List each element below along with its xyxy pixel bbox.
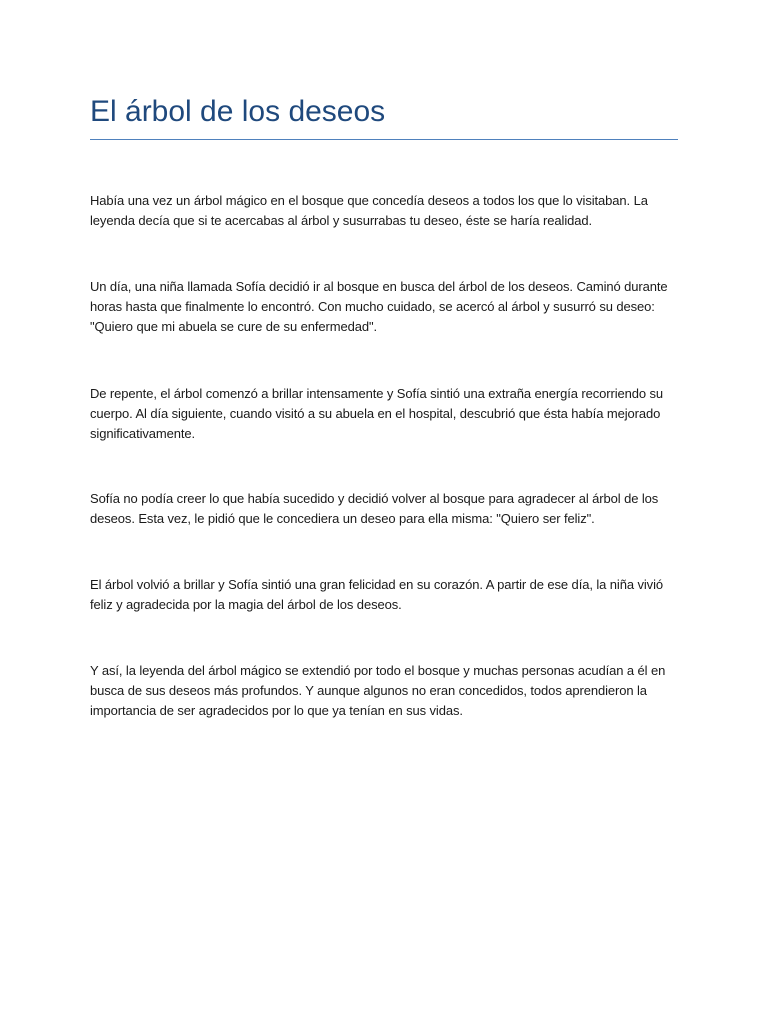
document-title: El árbol de los deseos [90,95,386,128]
story-paragraph-3: De repente, el árbol comenzó a brillar intensamente y Sofía sintió una extraña energía recorriendo su cuerpo. Al día siguiente, cuando visitó a su abuela en el hospital, descubrió que ésta había mejorado significativamente. [90,386,664,441]
title-underline-rule [90,139,678,140]
story-paragraph-5: El árbol volvió a brillar y Sofía sintió una gran felicidad en su corazón. A partir de ese día, la niña vivió feliz y agradecida por la magia del árbol de los deseos. [90,577,663,612]
story-paragraph-2: Un día, una niña llamada Sofía decidió ir al bosque en busca del árbol de los deseos. Caminó durante horas hasta que finalmente lo encontró. Con mucho cuidado, se acercó al árbol y susurró su deseo: "Quiero que mi abuela se cure de su enfermedad". [90,279,668,334]
story-paragraph-6: Y así, la leyenda del árbol mágico se extendió por todo el bosque y muchas personas acudían a él en busca de sus deseos más profundos. Y aunque algunos no eran concedidos, todos aprendieron la importancia de ser agradecidos por lo que ya tenían en sus vidas. [90,663,666,718]
story-paragraph-1: Había una vez un árbol mágico en el bosque que concedía deseos a todos los que lo visitaban. La leyenda decía que si te acercabas al árbol y susurrabas tu deseo, éste se haría realidad. [90,193,648,228]
story-paragraph-4: Sofía no podía creer lo que había sucedido y decidió volver al bosque para agradecer al árbol de los deseos. Esta vez, le pidió que le concediera un deseo para ella misma: "Quiero ser feliz". [90,491,659,526]
